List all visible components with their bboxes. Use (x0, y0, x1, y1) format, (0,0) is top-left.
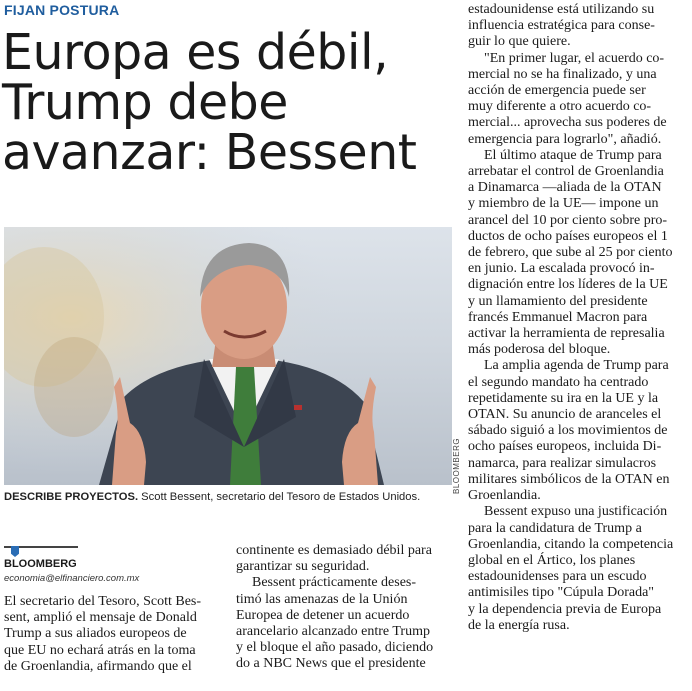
text-line: arancelario alcanzado entre Trump (236, 624, 430, 640)
text-line: y miembro de la UE— impone un (468, 196, 659, 212)
text-line: namarca, para realizar simulacros (468, 455, 657, 471)
text-line: sent, amplió el mensaje de Donald (4, 610, 197, 626)
text-line: "En primer lugar, el acuerdo co- (484, 50, 665, 66)
text-line: OTAN. Su anuncio de aranceles el (468, 407, 662, 423)
text-line: continente es demasiado débil para (236, 543, 432, 558)
text-line: ocho países europeos, incluida Di- (468, 439, 662, 455)
text-line: La amplia agenda de Trump para (484, 358, 669, 374)
text-line: de Groenlandia, afirmando que el (4, 658, 192, 674)
text-line: activar la herramienta de represalia (468, 326, 665, 342)
text-line: y un llamamiento del presidente (468, 293, 648, 309)
text-line: estadounidense está utilizando su (468, 2, 655, 17)
text-line: a Dinamarca —aliada de la OTAN (468, 180, 662, 196)
text-line: influencia estratégica para conse- (468, 18, 655, 34)
text-line: para la candidatura de Trump a (468, 520, 642, 536)
article-column-1 (4, 594, 222, 675)
text-line: Bessent expuso una justificación (484, 504, 668, 520)
text-line: Groenlandia. (468, 488, 541, 504)
text-line: Trump a sus aliados europeos de (4, 626, 187, 642)
text-line: acción de emergencia puede ser (468, 83, 646, 99)
text-line: de la energía rusa. (468, 617, 570, 633)
text-line: francés Emmanuel Macron para (468, 309, 648, 325)
headline-line: avanzar: Bessent (2, 124, 417, 181)
text-line: timó las amenazas de la Unión (236, 591, 408, 607)
text-line: garantizar su seguridad. (236, 559, 370, 575)
text-line: arrebatar el control de Groenlandia (468, 164, 664, 180)
section-kicker: FIJAN POSTURA (4, 2, 120, 18)
caption-lead: DESCRIBE PROYECTOS. (4, 491, 139, 503)
byline-marker-icon (11, 546, 19, 557)
text-line: arancel del 10 por ciento sobre pro- (468, 212, 668, 228)
text-line: sábado siguió a los movimientos de (468, 423, 668, 439)
text-line: mercial no se ha finalizado, y una (468, 66, 657, 82)
byline-email[interactable]: economia@elfinanciero.com.mx (4, 573, 140, 584)
text-line: que EU no echará atrás en la toma (4, 642, 196, 658)
text-line: el segundo mandato ha centrado (468, 374, 649, 390)
text-line: Europea de detener un acuerdo (236, 607, 410, 623)
text-line: y el bloque el año pasado, diciendo (236, 640, 434, 656)
text-line: dignación entre los líderes de la UE (468, 277, 668, 293)
text-line: militares simbólicos de la OTAN en (468, 471, 670, 487)
text-line: antimisiles tipo "Cúpula Dorada" (468, 585, 655, 601)
text-line: en junio. La escalada provocó in- (468, 261, 655, 277)
article-photo (4, 227, 452, 485)
text-line: Groenlandia, citando la competencia (468, 536, 674, 552)
text-line: ductos de ocho países europeos el 1 (468, 228, 668, 244)
text-line: El último ataque de Trump para (484, 147, 662, 163)
photo-credit: BLOOMBERG (452, 437, 461, 494)
text-line: emergencia para lograrlo", añadió. (468, 131, 662, 147)
text-line: de febrero, que sube al 25 por ciento (468, 245, 673, 261)
text-line: global en el Ártico, los planes (468, 552, 636, 568)
headline (2, 24, 452, 181)
photo-caption (4, 491, 454, 503)
text-line: guir lo que quiere. (468, 34, 571, 50)
article-column-3 (468, 2, 688, 634)
headline-line: Europa es débil, (2, 24, 389, 81)
text-line: El secretario del Tesoro, Scott Bes- (4, 594, 202, 609)
photo-illustration (4, 227, 452, 485)
text-line: Bessent prácticamente deses- (252, 575, 417, 591)
text-line: repetidamente su ira en la UE y la (468, 390, 659, 406)
text-line: mercial... aprovecha sus poderes de (468, 115, 667, 131)
headline-line: Trump debe (2, 74, 288, 131)
article-column-2 (236, 543, 450, 673)
text-line: más poderosa del bloque. (468, 342, 611, 358)
text-line: y la dependencia previa de Europa (468, 601, 662, 617)
caption-text: Scott Bessent, secretario del Tesoro de Estados Unidos. (138, 491, 421, 503)
text-line: do a NBC News que el presidente (236, 656, 426, 672)
text-line: estadounidenses para un escudo (468, 569, 647, 585)
text-line: muy diferente a otro acuerdo co- (468, 99, 652, 115)
byline-name: BLOOMBERG (4, 558, 77, 570)
